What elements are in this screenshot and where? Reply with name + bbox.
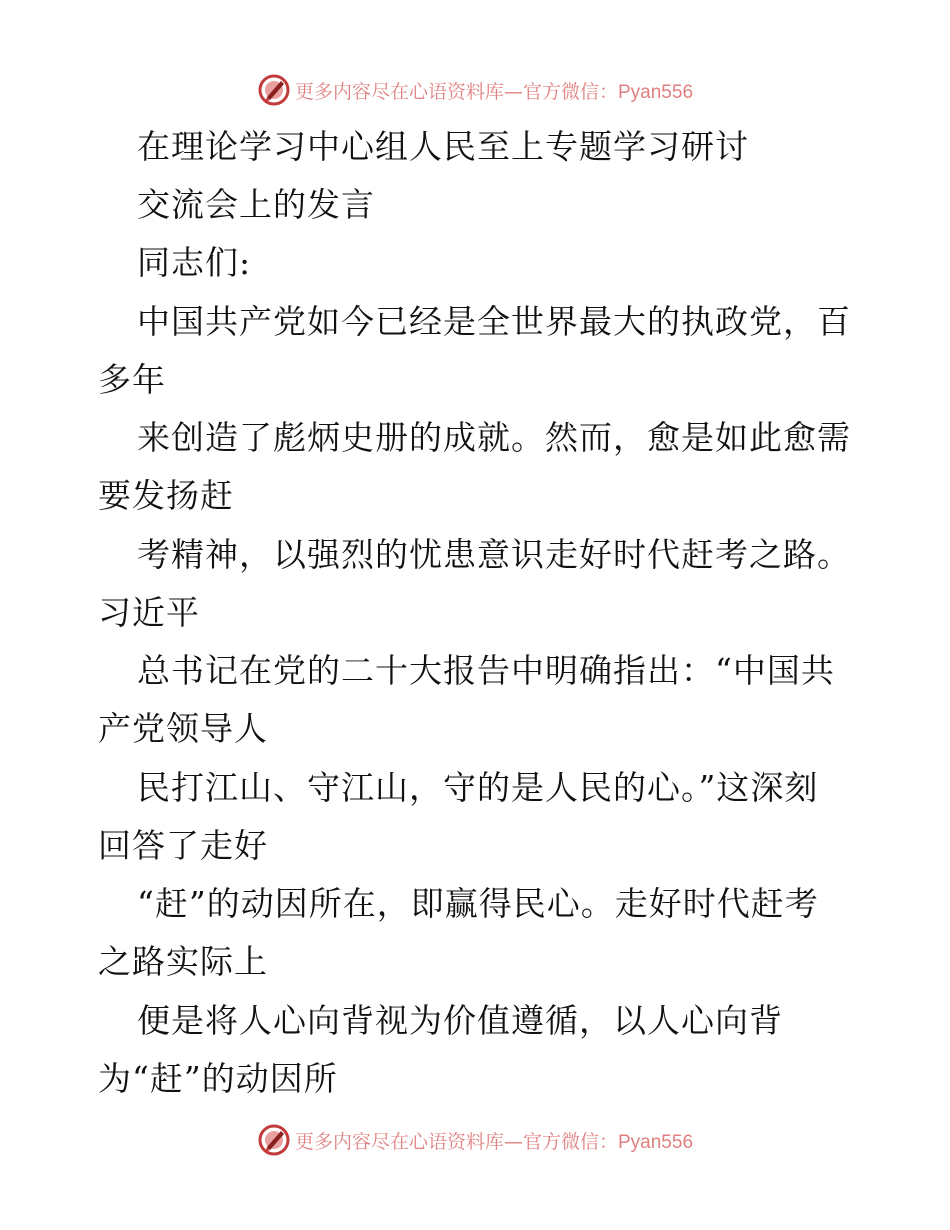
footer-banner-text: 更多内容尽在心语资料库—官方微信：Pyan556 bbox=[294, 1130, 694, 1153]
paragraph-line: 产党领导人 bbox=[98, 709, 268, 748]
paragraph-line: 总书记在党的二十大报告中明确指出：“中国共 bbox=[137, 651, 835, 690]
header-wechat-id: Pyan556 bbox=[618, 81, 694, 103]
footer-banner bbox=[0, 1120, 950, 1160]
paragraph-line: 多年 bbox=[98, 360, 166, 399]
header-banner-text: 更多内容尽在心语资料库—官方微信：Pyan556 bbox=[294, 80, 694, 103]
paragraph-line: 要发扬赶 bbox=[98, 476, 234, 515]
paragraph-line: 回答了走好 bbox=[98, 826, 268, 865]
paragraph-line: 为“赶”的动因所 bbox=[98, 1059, 338, 1098]
paragraph-line: 考精神，以强烈的忧患意识走好时代赶考之路。 bbox=[137, 535, 851, 574]
paragraph-line: “赶”的动因所在，即赢得民心。走好时代赶考 bbox=[137, 884, 819, 923]
doc-title-line-2: 交流会上的发言 bbox=[137, 185, 375, 224]
paragraph-line: 民打江山、守江山，守的是人民的心。”这深刻 bbox=[137, 768, 819, 807]
paragraph-line: 便是将人心向背视为价值遵循，以人心向背 bbox=[137, 1001, 783, 1040]
header-banner bbox=[0, 70, 950, 110]
paragraph-line: 之路实际上 bbox=[98, 942, 268, 981]
paragraph-line: 中国共产党如今已经是全世界最大的执政党，百 bbox=[137, 302, 851, 341]
pen-nib-logo-icon bbox=[257, 73, 291, 107]
salutation: 同志们: bbox=[137, 243, 252, 282]
doc-title-line-1: 在理论学习中心组人民至上专题学习研讨 bbox=[137, 127, 749, 166]
pen-nib-logo-icon bbox=[257, 1123, 291, 1157]
paragraph-line: 习近平 bbox=[98, 593, 200, 632]
footer-wechat-id: Pyan556 bbox=[618, 1131, 694, 1153]
paragraph-line: 来创造了彪炳史册的成就。然而，愈是如此愈需 bbox=[137, 418, 851, 457]
